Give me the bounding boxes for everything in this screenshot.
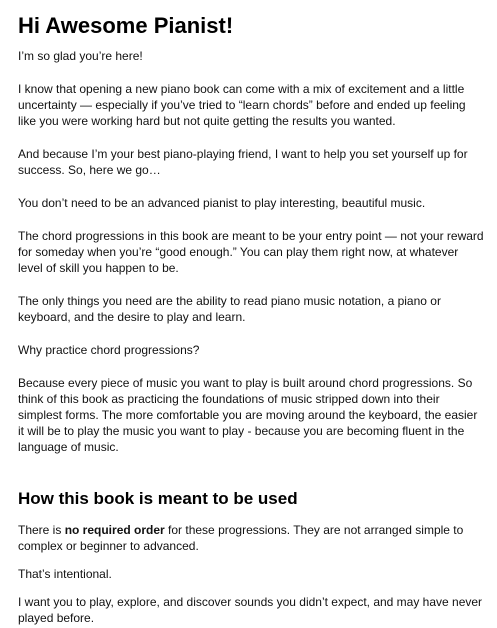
paragraph-why-answer: Because every piece of music you want to play is built around chord progressions. So think of this book as practicing the foundations of music stripped down into their simplest forms. The more comfortable you are moving around the keyboard, the easier it will be to play the music you want to play - because you are becoming fluent in the language of music. [18, 376, 478, 454]
paragraph-entry-point: The chord progressions in this book are meant to be your entry point — not your reward for someday when you’re “good enough.” You can play them right now, at whatever level of skill you happen to be. [18, 229, 484, 275]
paragraph-requirements: The only things you need are the ability to read piano music notation, a piano or keyboard, and the desire to play and learn. [18, 294, 441, 324]
paragraph-no-advanced: You don’t need to be an advanced pianist to play interesting, beautiful music. [18, 196, 426, 210]
paragraph-why-question: Why practice chord progressions? [18, 343, 200, 357]
section-heading: How this book is meant to be used [18, 489, 298, 508]
paragraph-best-friend: And because I’m your best piano-playing friend, I want to help you set yourself up for success. So, here we go… [18, 147, 468, 177]
paragraph-explore: I want you to play, explore, and discover sounds you didn’t expect, and may have never played before. [18, 595, 483, 625]
paragraph-intro: I know that opening a new piano book can come with a mix of excitement and a little uncertainty — especially if you’ve tried to “learn chords” before and ended up feeling like you were working hard but not quite getting the results you wanted. [18, 82, 466, 128]
no-order-text-before: There is [18, 523, 65, 537]
no-order-text-after: for these progressions. They are not arranged simple to complex or beginner to advanced. [18, 523, 464, 553]
paragraph-greeting: I’m so glad you’re here! [18, 49, 143, 63]
paragraph-no-order [18, 522, 485, 554]
paragraph-intentional: That’s intentional. [18, 567, 112, 581]
no-order-emphasis: no required order [64, 523, 165, 537]
page-title: Hi Awesome Pianist! [18, 13, 234, 38]
